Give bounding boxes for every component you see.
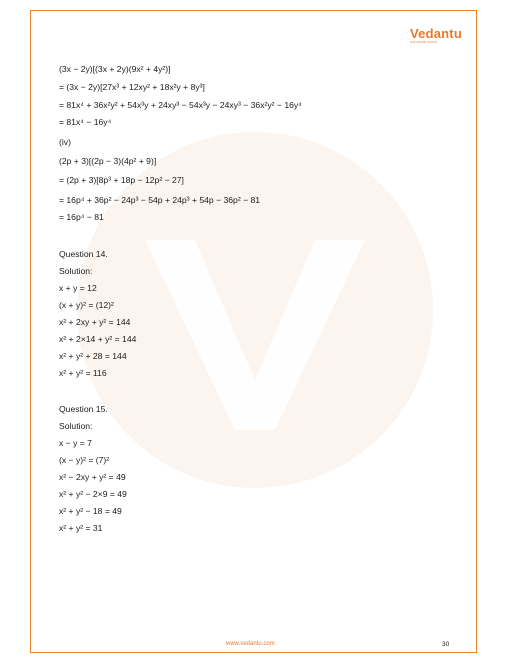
equation-line: (x − y)² = (7)² xyxy=(59,455,110,465)
part-label: (iv) xyxy=(59,137,71,147)
equation-line: = 16p⁴ + 36p² − 24p³ − 54p + 24p³ + 54p − 36p² − 81 xyxy=(59,195,261,205)
page-number: 30 xyxy=(442,641,450,648)
question-heading: Question 15. xyxy=(59,404,108,414)
equation-line: x² + y² − 18 = 49 xyxy=(59,506,122,516)
equation-line: = 81x⁴ − 16y⁴ xyxy=(59,117,112,127)
equation-line: x² + y² = 31 xyxy=(59,523,103,533)
vedantu-logo xyxy=(410,26,462,48)
footer-url[interactable]: www.vedantu.com xyxy=(226,641,275,647)
solution-label: Solution: xyxy=(59,421,93,431)
equation-line: = 81x⁴ + 36x²y² + 54x³y + 24xy³ − 54x³y − 24xy³ − 36x²y² − 16y⁴ xyxy=(59,100,302,110)
equation-line: x − y = 7 xyxy=(59,438,92,448)
question-heading: Question 14. xyxy=(59,249,108,259)
equation-line: (x + y)² = (12)² xyxy=(59,300,114,310)
equation-line: x² + 2×14 + y² = 144 xyxy=(59,334,137,344)
equation-line: = (2p + 3)[8p³ + 18p − 12p² − 27] xyxy=(59,175,184,185)
solution-label: Solution: xyxy=(59,266,93,276)
equation-line: x² − 2xy + y² = 49 xyxy=(59,472,126,482)
equation-line: x² + y² − 2×9 = 49 xyxy=(59,489,127,499)
equation-line: (3x − 2y)[(3x + 2y)(9x² + 4y²)] xyxy=(59,64,171,74)
logo-tagline: LIVE ONLINE TUITION xyxy=(410,41,438,44)
equation-line: = 16p⁴ − 81 xyxy=(59,212,104,222)
equation-line: x² + 2xy + y² = 144 xyxy=(59,317,131,327)
equation-line: x² + y² + 28 = 144 xyxy=(59,351,127,361)
logo-text: Vedantu xyxy=(410,26,462,41)
equation-line: (2p + 3)[(2p − 3)(4p² + 9)] xyxy=(59,156,157,166)
equation-line: = (3x − 2y)[27x³ + 12xy² + 18x²y + 8y³] xyxy=(59,82,205,92)
equation-line: x² + y² = 116 xyxy=(59,368,107,378)
equation-line: x + y = 12 xyxy=(59,283,97,293)
